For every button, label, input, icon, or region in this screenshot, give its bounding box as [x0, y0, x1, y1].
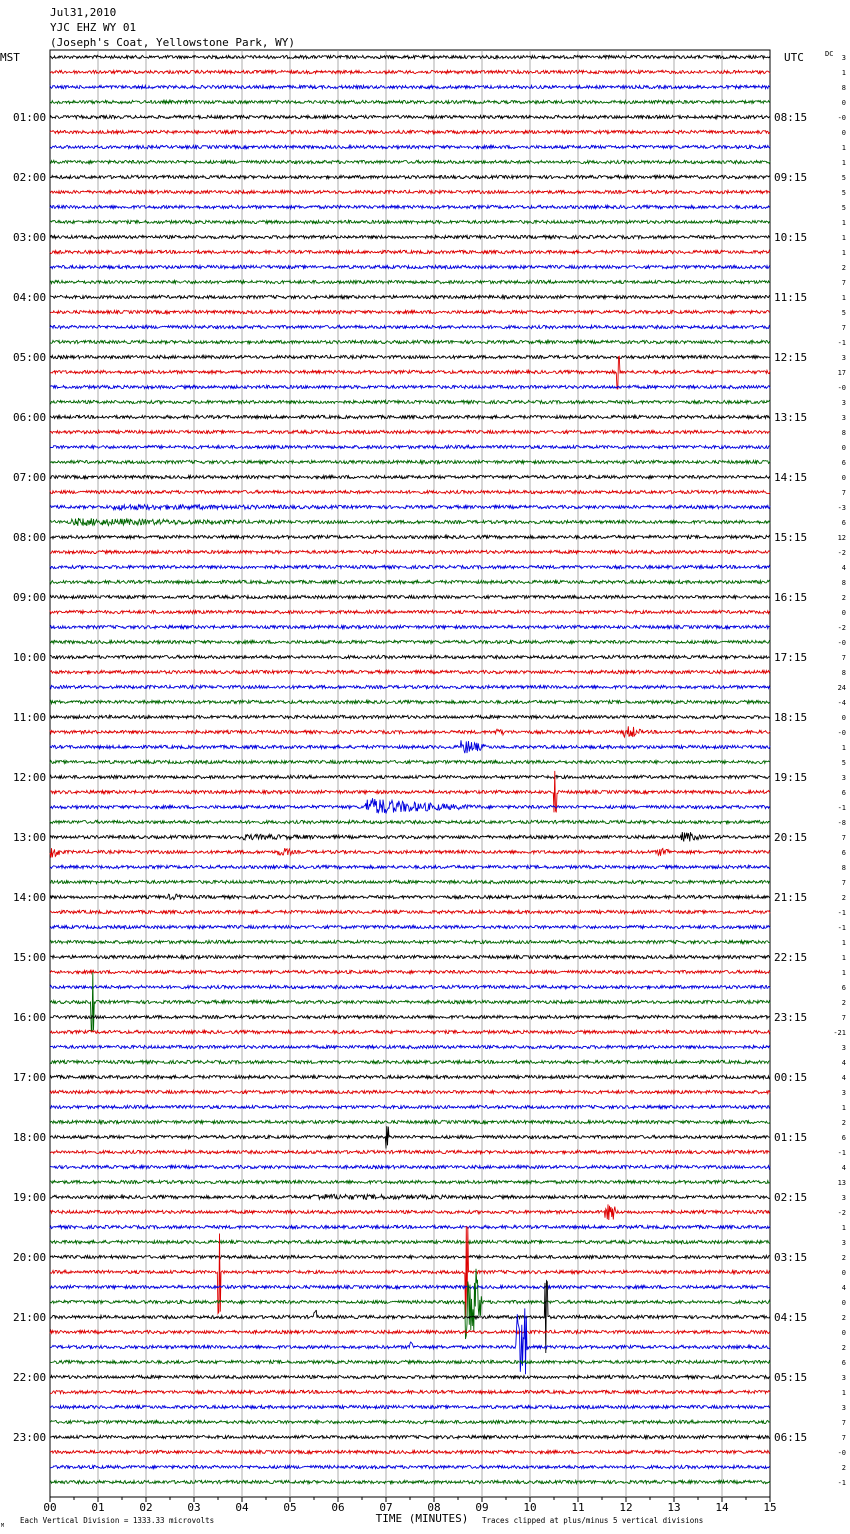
dc-offset-label: 5 — [841, 174, 846, 182]
dc-offset-label: -2 — [837, 624, 846, 632]
right-hour-label: 16:15 — [774, 591, 808, 604]
dc-offset-label: 3 — [841, 354, 846, 362]
dc-offset-label: 4 — [841, 564, 846, 572]
trace-row — [50, 1120, 770, 1123]
trace-row — [50, 1269, 770, 1339]
right-hour-label: 10:15 — [774, 231, 808, 244]
dc-offset-label: 1 — [841, 144, 846, 152]
trace-row — [50, 385, 770, 388]
left-hour-label: 08:00 — [13, 531, 47, 544]
trace-row — [50, 115, 770, 118]
trace-row — [50, 1480, 770, 1483]
right-hour-label: 11:15 — [774, 291, 808, 304]
right-hour-label: 12:15 — [774, 351, 808, 364]
dc-offset-label: 2 — [841, 1254, 846, 1262]
trace-row — [50, 740, 770, 753]
dc-offset-label: 1 — [841, 954, 846, 962]
dc-offset-label: 0 — [841, 444, 846, 452]
trace-row — [50, 760, 770, 763]
dc-offset-label: 13 — [837, 1179, 846, 1187]
left-hour-label: 09:00 — [13, 591, 47, 604]
right-hour-label: 01:15 — [774, 1131, 808, 1144]
trace-row — [50, 1075, 770, 1078]
trace-row — [50, 1015, 770, 1018]
trace-row — [50, 400, 770, 403]
dc-offset-label: 0 — [841, 714, 846, 722]
trace-row — [50, 518, 770, 526]
trace-row — [50, 265, 770, 268]
dc-offset-label: 2 — [841, 1314, 846, 1322]
header-location: (Joseph's Coat, Yellowstone Park, WY) — [50, 36, 296, 49]
x-axis-title: TIME (MINUTES) — [375, 1512, 469, 1525]
dc-offset-label: 2 — [841, 594, 846, 602]
dc-offset-label: 4 — [841, 1074, 846, 1082]
dc-offset-label: 4 — [841, 1059, 846, 1067]
right-timezone-label: UTC — [784, 51, 804, 64]
dc-offset-label: 7 — [841, 1434, 846, 1442]
trace-row — [50, 1225, 770, 1228]
trace-row — [50, 655, 770, 658]
trace-row — [50, 670, 770, 673]
dc-offset-label: -0 — [837, 729, 846, 737]
trace-row — [50, 475, 770, 478]
dc-offset-label: 1 — [841, 1389, 846, 1397]
left-hour-label: 17:00 — [13, 1071, 47, 1084]
left-hour-label: 13:00 — [13, 831, 47, 844]
x-tick-label: 02 — [139, 1501, 153, 1514]
trace-row — [50, 1450, 770, 1453]
trace-row — [50, 1060, 770, 1063]
left-timezone-label: MST — [0, 51, 20, 64]
dc-offset-label: 8 — [841, 579, 846, 587]
dc-offset-label: 7 — [841, 324, 846, 332]
trace-row — [50, 280, 770, 283]
trace-row — [50, 355, 770, 358]
trace-row — [50, 490, 770, 493]
trace-row — [50, 865, 770, 868]
trace-row — [50, 356, 770, 389]
trace-row — [50, 55, 770, 58]
x-tick-label: 04 — [235, 1501, 249, 1514]
left-hour-label: 05:00 — [13, 351, 47, 364]
dc-offset-label: 7 — [841, 834, 846, 842]
trace-row — [50, 880, 770, 883]
dc-offset-label: 1 — [841, 969, 846, 977]
left-hour-labels — [13, 111, 46, 1444]
dc-offset-label: 3 — [841, 1374, 846, 1382]
dc-offset-label: 7 — [841, 654, 846, 662]
dc-offset-label: 2 — [841, 1344, 846, 1352]
dc-offset-label: 1 — [841, 294, 846, 302]
left-hour-label: 20:00 — [13, 1251, 47, 1264]
trace-row — [50, 640, 770, 643]
dc-offset-label: 1 — [841, 939, 846, 947]
dc-offset-label: 7 — [841, 879, 846, 887]
trace-row — [50, 235, 770, 238]
x-tick-label: 15 — [763, 1501, 777, 1514]
trace-row — [50, 1150, 770, 1153]
dc-offset-label: 3 — [841, 774, 846, 782]
x-tick-label: 10 — [523, 1501, 537, 1514]
trace-row — [50, 205, 770, 208]
x-tick-label: 07 — [379, 1501, 393, 1514]
dc-offset-label: 5 — [841, 189, 846, 197]
trace-row — [50, 595, 770, 598]
dc-offset-label: 3 — [841, 1239, 846, 1247]
trace-row — [50, 130, 770, 133]
x-tick-label: 03 — [187, 1501, 201, 1514]
left-hour-label: 10:00 — [13, 651, 47, 664]
trace-row — [50, 798, 770, 813]
dc-offset-label: 3 — [841, 54, 846, 62]
dc-offset-label: 7 — [841, 279, 846, 287]
dc-offset-label: 0 — [841, 129, 846, 137]
corner-mark: M — [1, 1523, 5, 1529]
right-hour-label: 19:15 — [774, 771, 808, 784]
trace-row — [50, 220, 770, 223]
dc-offset-label: -1 — [837, 339, 846, 347]
dc-offset-label: 1 — [841, 249, 846, 257]
trace-row — [50, 535, 770, 538]
scale-note: Each Vertical Division = 1333.33 microvolts — [20, 1516, 215, 1525]
dc-offset-label: -1 — [837, 1149, 846, 1157]
trace-row — [50, 1194, 770, 1199]
dc-offset-label: 2 — [841, 1119, 846, 1127]
trace-row — [50, 190, 770, 193]
dc-offset-label: 1 — [841, 1224, 846, 1232]
dc-offset-label: 6 — [841, 984, 846, 992]
trace-row — [50, 955, 770, 958]
trace-row — [50, 715, 770, 718]
trace-row — [50, 820, 770, 823]
x-tick-label: 00 — [43, 1501, 57, 1514]
left-hour-label: 12:00 — [13, 771, 47, 784]
trace-row — [50, 1435, 770, 1438]
x-tick-label: 11 — [571, 1501, 585, 1514]
trace-row — [50, 1405, 770, 1408]
left-hour-label: 23:00 — [13, 1431, 47, 1444]
dc-offset-label: 4 — [841, 1284, 846, 1292]
clip-note: Traces clipped at plus/minus 5 vertical divisions — [482, 1516, 704, 1525]
right-hour-label: 03:15 — [774, 1251, 808, 1264]
dc-offset-label: -0 — [837, 1449, 846, 1457]
dc-offset-labels — [833, 54, 846, 1487]
trace-row — [50, 775, 770, 778]
trace-row — [50, 1045, 770, 1048]
dc-offset-label: 7 — [841, 1419, 846, 1427]
dc-offset-label: -2 — [837, 1209, 846, 1217]
dc-offset-label: 3 — [841, 1404, 846, 1412]
right-hour-label: 06:15 — [774, 1431, 808, 1444]
right-hour-label: 23:15 — [774, 1011, 808, 1024]
dc-offset-label: 1 — [841, 234, 846, 242]
dc-offset-label: -0 — [837, 114, 846, 122]
dc-offset-label: 6 — [841, 519, 846, 527]
dc-offset-label: 6 — [841, 1134, 846, 1142]
dc-offset-label: 7 — [841, 489, 846, 497]
trace-row — [50, 505, 770, 510]
trace-row — [50, 145, 770, 148]
dc-offset-label: 1 — [841, 1104, 846, 1112]
trace-row — [50, 565, 770, 568]
right-hour-label: 05:15 — [774, 1371, 808, 1384]
dc-offset-label: 0 — [841, 1329, 846, 1337]
trace-row — [50, 580, 770, 583]
x-tick-label: 14 — [715, 1501, 729, 1514]
trace-row — [50, 925, 770, 928]
left-hour-label: 19:00 — [13, 1191, 47, 1204]
dc-offset-label: 17 — [837, 369, 846, 377]
trace-row — [50, 1375, 770, 1378]
dc-offset-label: 8 — [841, 864, 846, 872]
dc-offset-label: 24 — [837, 684, 846, 692]
dc-offset-label: 2 — [841, 999, 846, 1007]
left-hour-label: 14:00 — [13, 891, 47, 904]
right-hour-label: 02:15 — [774, 1191, 808, 1204]
trace-row — [50, 340, 770, 343]
trace-row — [50, 1165, 770, 1168]
trace-row — [50, 445, 770, 448]
dc-offset-label: 6 — [841, 459, 846, 467]
trace-row — [50, 250, 770, 253]
trace-row — [50, 85, 770, 88]
dc-offset-label: 6 — [841, 849, 846, 857]
right-hour-label: 17:15 — [774, 651, 808, 664]
x-tick-label: 05 — [283, 1501, 297, 1514]
dc-offset-label: 0 — [841, 609, 846, 617]
left-hour-label: 11:00 — [13, 711, 47, 724]
trace-row — [50, 1180, 770, 1183]
dc-offset-label: 12 — [837, 534, 846, 542]
dc-label: DC — [825, 50, 834, 58]
dc-offset-label: 0 — [841, 1269, 846, 1277]
trace-row — [50, 972, 770, 1031]
trace-row — [50, 1420, 770, 1423]
trace-row — [50, 610, 770, 613]
dc-offset-label: 3 — [841, 1089, 846, 1097]
trace-row — [50, 1204, 770, 1220]
dc-offset-label: 1 — [841, 219, 846, 227]
right-hour-label: 13:15 — [774, 411, 808, 424]
right-hour-label: 04:15 — [774, 1311, 808, 1324]
right-hour-label: 14:15 — [774, 471, 808, 484]
x-tick-label: 01 — [91, 1501, 105, 1514]
left-hour-label: 21:00 — [13, 1311, 47, 1324]
left-hour-label: 01:00 — [13, 111, 47, 124]
dc-offset-label: 7 — [841, 1014, 846, 1022]
x-tick-label: 13 — [667, 1501, 681, 1514]
right-hour-label: 20:15 — [774, 831, 808, 844]
dc-offset-label: 8 — [841, 669, 846, 677]
header-date: Jul31,2010 — [50, 6, 117, 19]
right-hour-label: 08:15 — [774, 111, 808, 124]
dc-offset-label: 5 — [841, 759, 846, 767]
dc-offset-label: 5 — [841, 309, 846, 317]
trace-row — [50, 625, 770, 628]
trace-row — [50, 1281, 770, 1353]
trace-row — [50, 70, 770, 73]
trace-row — [50, 1030, 770, 1033]
dc-offset-label: 1 — [841, 69, 846, 77]
trace-group — [50, 55, 770, 1483]
right-hour-label: 00:15 — [774, 1071, 808, 1084]
dc-offset-label: 1 — [841, 744, 846, 752]
trace-row — [50, 1255, 770, 1258]
trace-row — [50, 1330, 770, 1333]
dc-offset-label: 3 — [841, 399, 846, 407]
trace-row — [50, 726, 770, 737]
left-hour-label: 15:00 — [13, 951, 47, 964]
x-tick-label: 09 — [475, 1501, 489, 1514]
right-hour-label: 21:15 — [774, 891, 808, 904]
dc-offset-label: -1 — [837, 909, 846, 917]
x-tick-label: 12 — [619, 1501, 633, 1514]
trace-row — [50, 1285, 770, 1288]
trace-row — [50, 685, 770, 688]
dc-offset-label: 6 — [841, 789, 846, 797]
x-tick-label: 06 — [331, 1501, 345, 1514]
dc-offset-label: 6 — [841, 1359, 846, 1367]
dc-offset-label: -2 — [837, 549, 846, 557]
dc-offset-label: 0 — [841, 99, 846, 107]
dc-offset-label: 8 — [841, 429, 846, 437]
left-hour-label: 18:00 — [13, 1131, 47, 1144]
trace-row — [50, 894, 770, 900]
left-hour-label: 22:00 — [13, 1371, 47, 1384]
dc-offset-label: -21 — [833, 1029, 846, 1037]
trace-row — [50, 415, 770, 418]
trace-row — [50, 175, 770, 178]
dc-offset-label: 5 — [841, 204, 846, 212]
dc-offset-label: 8 — [841, 84, 846, 92]
trace-row — [50, 160, 770, 163]
dc-offset-label: -0 — [837, 639, 846, 647]
dc-offset-label: -8 — [837, 819, 846, 827]
trace-row — [50, 848, 770, 858]
left-hour-label: 04:00 — [13, 291, 47, 304]
dc-offset-label: 2 — [841, 264, 846, 272]
trace-row — [50, 1090, 770, 1093]
dc-offset-label: -3 — [837, 504, 846, 512]
trace-row — [50, 1105, 770, 1108]
trace-row — [50, 1240, 770, 1243]
dc-offset-label: 0 — [841, 1299, 846, 1307]
dc-offset-label: 2 — [841, 894, 846, 902]
dc-offset-label: 4 — [841, 1164, 846, 1172]
trace-row — [50, 550, 770, 553]
dc-offset-label: 3 — [841, 1044, 846, 1052]
dc-offset-label: -1 — [837, 924, 846, 932]
trace-row — [50, 310, 770, 313]
trace-row — [50, 1360, 770, 1363]
right-hour-label: 09:15 — [774, 171, 808, 184]
right-hour-label: 15:15 — [774, 531, 808, 544]
trace-row — [50, 100, 770, 103]
left-hour-label: 06:00 — [13, 411, 47, 424]
trace-row — [50, 1390, 770, 1393]
trace-row — [50, 1465, 770, 1468]
dc-offset-label: 0 — [841, 474, 846, 482]
dc-offset-label: 1 — [841, 159, 846, 167]
trace-row — [50, 325, 770, 328]
left-hour-label: 02:00 — [13, 171, 47, 184]
dc-offset-label: -0 — [837, 384, 846, 392]
trace-row — [50, 295, 770, 298]
right-hour-labels — [774, 111, 807, 1444]
trace-row — [50, 910, 770, 913]
dc-offset-label: 3 — [841, 1194, 846, 1202]
trace-row — [50, 460, 770, 463]
dc-offset-label: -4 — [837, 699, 846, 707]
dc-offset-label: -1 — [837, 1479, 846, 1487]
trace-row — [50, 970, 770, 973]
dc-offset-label: 3 — [841, 414, 846, 422]
dc-offset-label: 2 — [841, 1464, 846, 1472]
left-hour-label: 16:00 — [13, 1011, 47, 1024]
header-station: YJC EHZ WY 01 — [50, 21, 137, 34]
trace-row — [50, 700, 770, 703]
right-hour-label: 22:15 — [774, 951, 808, 964]
trace-row — [50, 985, 770, 988]
x-tick-label: 08 — [427, 1501, 441, 1514]
right-hour-label: 18:15 — [774, 711, 808, 724]
trace-row — [50, 430, 770, 433]
dc-offset-label: -1 — [837, 804, 846, 812]
left-hour-label: 07:00 — [13, 471, 47, 484]
trace-row — [50, 1126, 770, 1148]
trace-row — [50, 832, 770, 841]
trace-row — [50, 940, 770, 943]
left-hour-label: 03:00 — [13, 231, 47, 244]
